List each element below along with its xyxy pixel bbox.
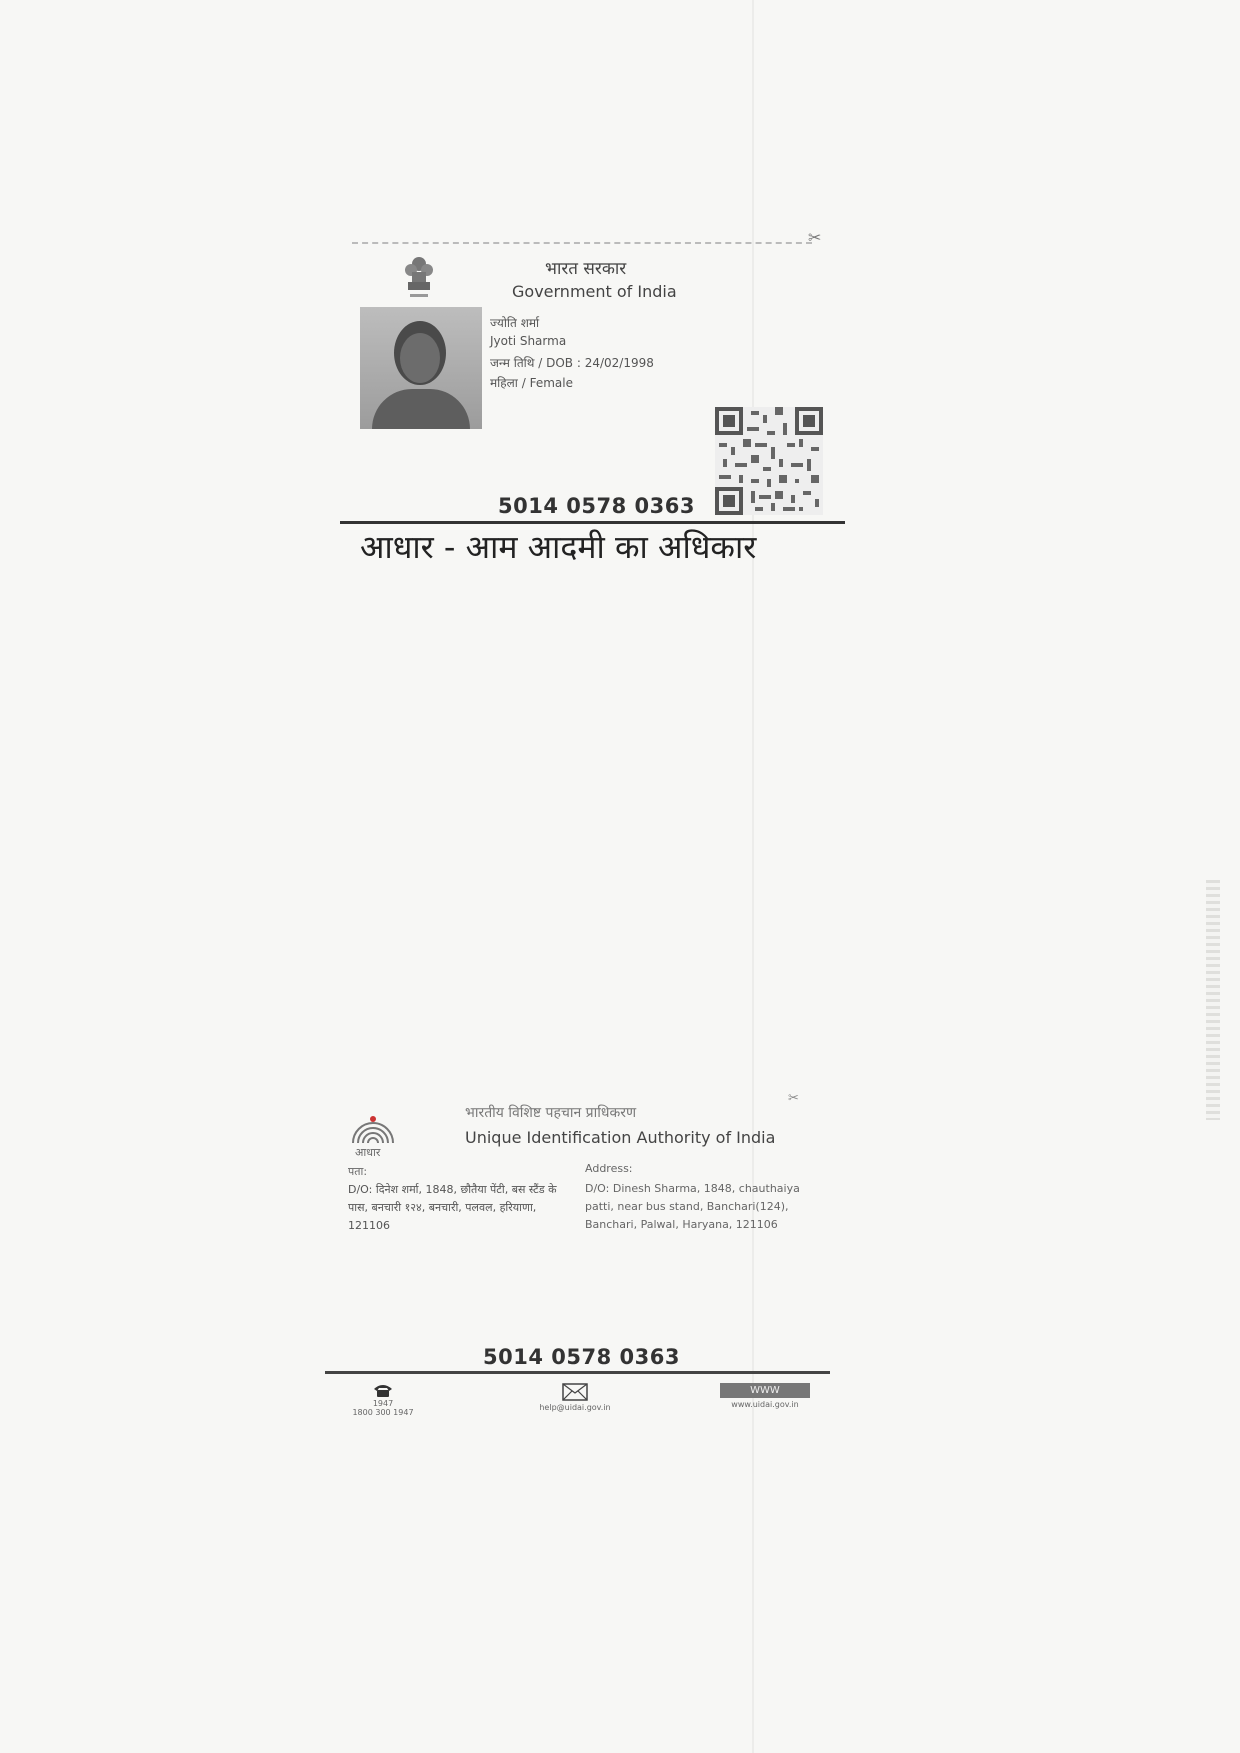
logo-text: आधार [355, 1146, 381, 1159]
helpline-short: 1947 [372, 1399, 394, 1408]
divider [340, 521, 845, 524]
holder-photo [360, 307, 482, 429]
aadhaar-card-back [325, 1093, 830, 1433]
scan-edge-artifact [1206, 880, 1220, 1120]
qr-code [715, 407, 823, 515]
date-of-birth: जन्म तिथि / DOB : 24/02/1998 [490, 356, 654, 370]
holder-name-english: Jyoti Sharma [490, 334, 567, 348]
authority-name-english: Unique Identification Authority of India [465, 1128, 776, 1147]
helpline [347, 1383, 419, 1417]
aadhaar-card-front [340, 228, 845, 570]
address-english: D/O: Dinesh Sharma, 1848, chauthaiya patti, near bus stand, Banchari(124), Banchari, Palwal, Haryana, 121106 [585, 1182, 800, 1231]
address-label-hindi: पता: [348, 1165, 368, 1178]
mail-icon [562, 1383, 588, 1401]
website-contact [720, 1383, 810, 1409]
website-url: www.uidai.gov.in [731, 1400, 799, 1409]
aadhaar-number: 5014 0578 0363 [483, 1345, 680, 1369]
address-label-english: Address: [585, 1162, 633, 1175]
address-hindi: D/O: दिनेश शर्मा, 1848, छौतैया पेंटी, बस स्टैंड के पास, बनचारी १२४, बनचारी, पलवल, हरियाणा, 121106 [348, 1183, 557, 1232]
phone-icon [373, 1383, 393, 1397]
government-title-hindi: भारत सरकार [545, 259, 627, 279]
authority-name-hindi: भारतीय विशिष्ट पहचान प्राधिकरण [465, 1105, 637, 1121]
email-contact [520, 1383, 630, 1412]
national-emblem-icon [402, 252, 436, 302]
scissors-icon: ✂ [808, 228, 822, 247]
divider [325, 1371, 830, 1374]
www-icon: WWW [720, 1383, 810, 1398]
helpline-number: 1800 300 1947 [352, 1408, 414, 1417]
government-title-english: Government of India [512, 282, 677, 301]
cut-line [352, 242, 812, 244]
holder-name-hindi: ज्योति शर्मा [490, 316, 540, 330]
gender: महिला / Female [490, 376, 573, 390]
scissors-icon: ✂ [788, 1091, 799, 1106]
aadhaar-number: 5014 0578 0363 [498, 494, 695, 518]
slogan: आधार - आम आदमी का अधिकार [360, 528, 757, 566]
email-address: help@uidai.gov.in [539, 1403, 611, 1412]
